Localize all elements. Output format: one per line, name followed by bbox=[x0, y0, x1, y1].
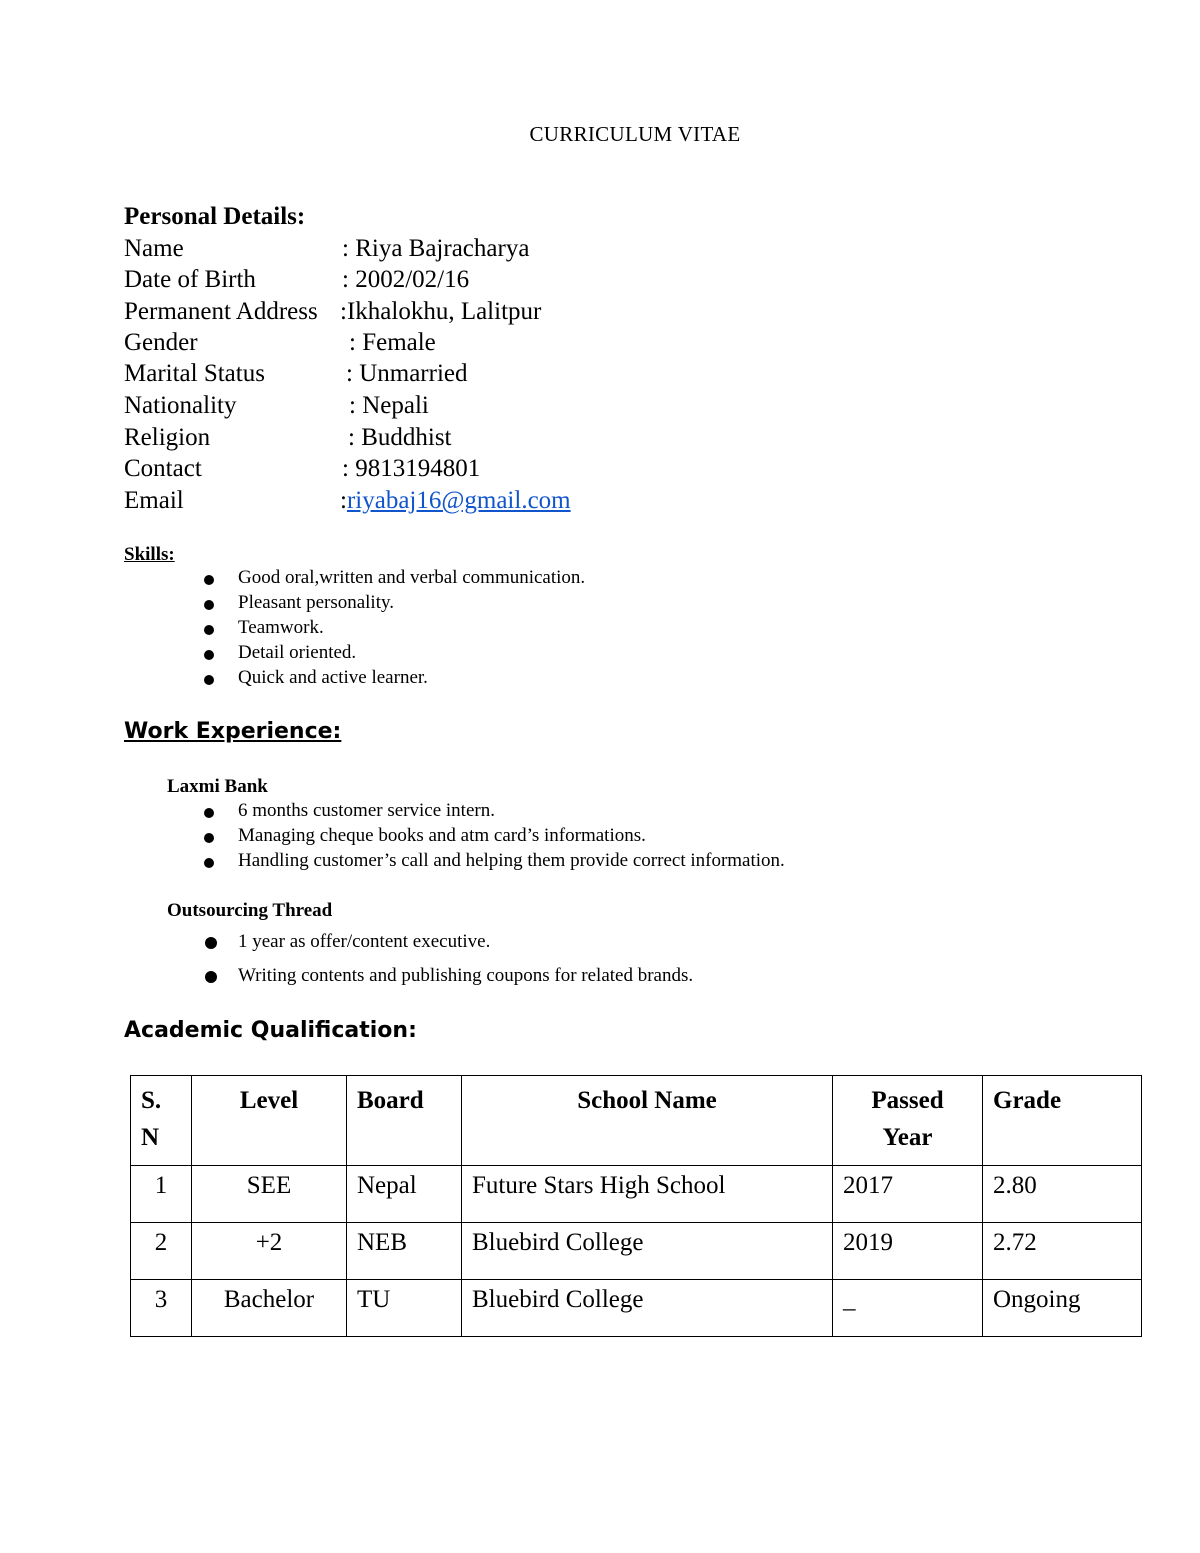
cell-sn: 2 bbox=[131, 1223, 192, 1280]
name-label: Name bbox=[124, 235, 184, 262]
cell-year: _ bbox=[833, 1280, 983, 1337]
gender-label: Gender bbox=[124, 329, 198, 356]
cell-board: TU bbox=[347, 1280, 462, 1337]
header-year-line2: Year bbox=[882, 1124, 933, 1151]
list-item bbox=[200, 642, 585, 667]
duty-text: 1 year as offer/content executive. bbox=[238, 931, 491, 952]
duty-text: Writing contents and publishing coupons for related brands. bbox=[238, 965, 694, 986]
table-header-row bbox=[131, 1076, 1142, 1166]
bullet-icon bbox=[204, 858, 214, 868]
cell-board: Nepal bbox=[347, 1166, 462, 1223]
bullet-icon bbox=[205, 971, 217, 983]
bullet-icon bbox=[204, 808, 214, 818]
cell-board: NEB bbox=[347, 1223, 462, 1280]
bullet-icon bbox=[204, 625, 214, 635]
header-year bbox=[833, 1076, 983, 1166]
header-school: School Name bbox=[462, 1076, 833, 1166]
header-sn bbox=[131, 1076, 192, 1166]
list-item bbox=[200, 825, 785, 850]
header-level: Level bbox=[192, 1076, 347, 1166]
skill-text: Quick and active learner. bbox=[238, 667, 428, 688]
cell-sn: 3 bbox=[131, 1280, 192, 1337]
header-board: Board bbox=[347, 1076, 462, 1166]
dob-value: : 2002/02/16 bbox=[342, 266, 470, 293]
nationality-label: Nationality bbox=[124, 392, 237, 419]
bullet-icon bbox=[204, 833, 214, 843]
skills-list bbox=[200, 567, 585, 692]
skill-text: Pleasant personality. bbox=[238, 592, 395, 613]
cell-grade: 2.72 bbox=[983, 1223, 1142, 1280]
job-duties-list bbox=[200, 800, 785, 875]
skills-heading: Skills: bbox=[124, 544, 175, 565]
work-experience-heading: Work Experience: bbox=[124, 719, 342, 744]
bullet-icon bbox=[205, 937, 217, 949]
cell-school: Bluebird College bbox=[462, 1280, 833, 1337]
email-link[interactable]: riyabaj16@gmail.com bbox=[346, 487, 571, 514]
name-value: : Riya Bajracharya bbox=[342, 235, 530, 262]
cell-year: 2019 bbox=[833, 1223, 983, 1280]
academic-qualification-heading: Academic Qualification: bbox=[124, 1018, 417, 1043]
bullet-icon bbox=[204, 575, 214, 585]
cell-sn: 1 bbox=[131, 1166, 192, 1223]
list-item bbox=[200, 800, 785, 825]
job-duties-list bbox=[200, 931, 693, 990]
table-row bbox=[131, 1166, 1142, 1223]
cell-grade: Ongoing bbox=[983, 1280, 1142, 1337]
contact-value: : 9813194801 bbox=[342, 455, 481, 482]
academic-table bbox=[130, 1075, 1142, 1337]
duty-text: Handling customer’s call and helping them provide correct information. bbox=[238, 850, 785, 871]
list-item bbox=[200, 567, 585, 592]
cell-level: SEE bbox=[192, 1166, 347, 1223]
religion-label: Religion bbox=[124, 424, 211, 451]
religion-value: : Buddhist bbox=[348, 424, 452, 451]
email-prefix: : bbox=[340, 487, 347, 514]
header-sn-line2: N bbox=[141, 1124, 160, 1151]
address-value: :Ikhalokhu, Lalitpur bbox=[340, 298, 542, 325]
email-label: Email bbox=[124, 487, 184, 514]
table-row bbox=[131, 1223, 1142, 1280]
address-label: Permanent Address bbox=[124, 298, 318, 325]
marital-label: Marital Status bbox=[124, 360, 265, 387]
personal-details-heading: Personal Details: bbox=[124, 203, 306, 230]
table-row bbox=[131, 1280, 1142, 1337]
contact-label: Contact bbox=[124, 455, 202, 482]
cell-grade: 2.80 bbox=[983, 1166, 1142, 1223]
list-item bbox=[200, 850, 785, 875]
email-value bbox=[340, 487, 571, 515]
bullet-icon bbox=[204, 650, 214, 660]
header-year-line1: Passed bbox=[871, 1087, 944, 1114]
header-grade: Grade bbox=[983, 1076, 1142, 1166]
cell-year: 2017 bbox=[833, 1166, 983, 1223]
duty-text: 6 months customer service intern. bbox=[238, 800, 495, 821]
list-item bbox=[200, 592, 585, 617]
gender-value: : Female bbox=[349, 329, 436, 356]
list-item bbox=[200, 965, 693, 990]
nationality-value: : Nepali bbox=[349, 392, 429, 419]
list-item bbox=[200, 617, 585, 642]
cell-level: +2 bbox=[192, 1223, 347, 1280]
skill-text: Teamwork. bbox=[238, 617, 324, 638]
document-title: CURRICULUM VITAE bbox=[529, 122, 741, 146]
list-item bbox=[200, 667, 585, 692]
company-name: Outsourcing Thread bbox=[167, 900, 333, 921]
bullet-icon bbox=[204, 675, 214, 685]
duty-text: Managing cheque books and atm card’s informations. bbox=[238, 825, 646, 846]
skill-text: Detail oriented. bbox=[238, 642, 357, 663]
dob-label: Date of Birth bbox=[124, 266, 256, 293]
header-sn-line1: S. bbox=[141, 1087, 162, 1114]
cell-school: Bluebird College bbox=[462, 1223, 833, 1280]
list-item bbox=[200, 931, 693, 965]
cell-level: Bachelor bbox=[192, 1280, 347, 1337]
cell-school: Future Stars High School bbox=[462, 1166, 833, 1223]
marital-value: : Unmarried bbox=[346, 360, 468, 387]
company-name: Laxmi Bank bbox=[167, 776, 268, 797]
bullet-icon bbox=[204, 600, 214, 610]
skill-text: Good oral,written and verbal communication. bbox=[238, 567, 586, 588]
